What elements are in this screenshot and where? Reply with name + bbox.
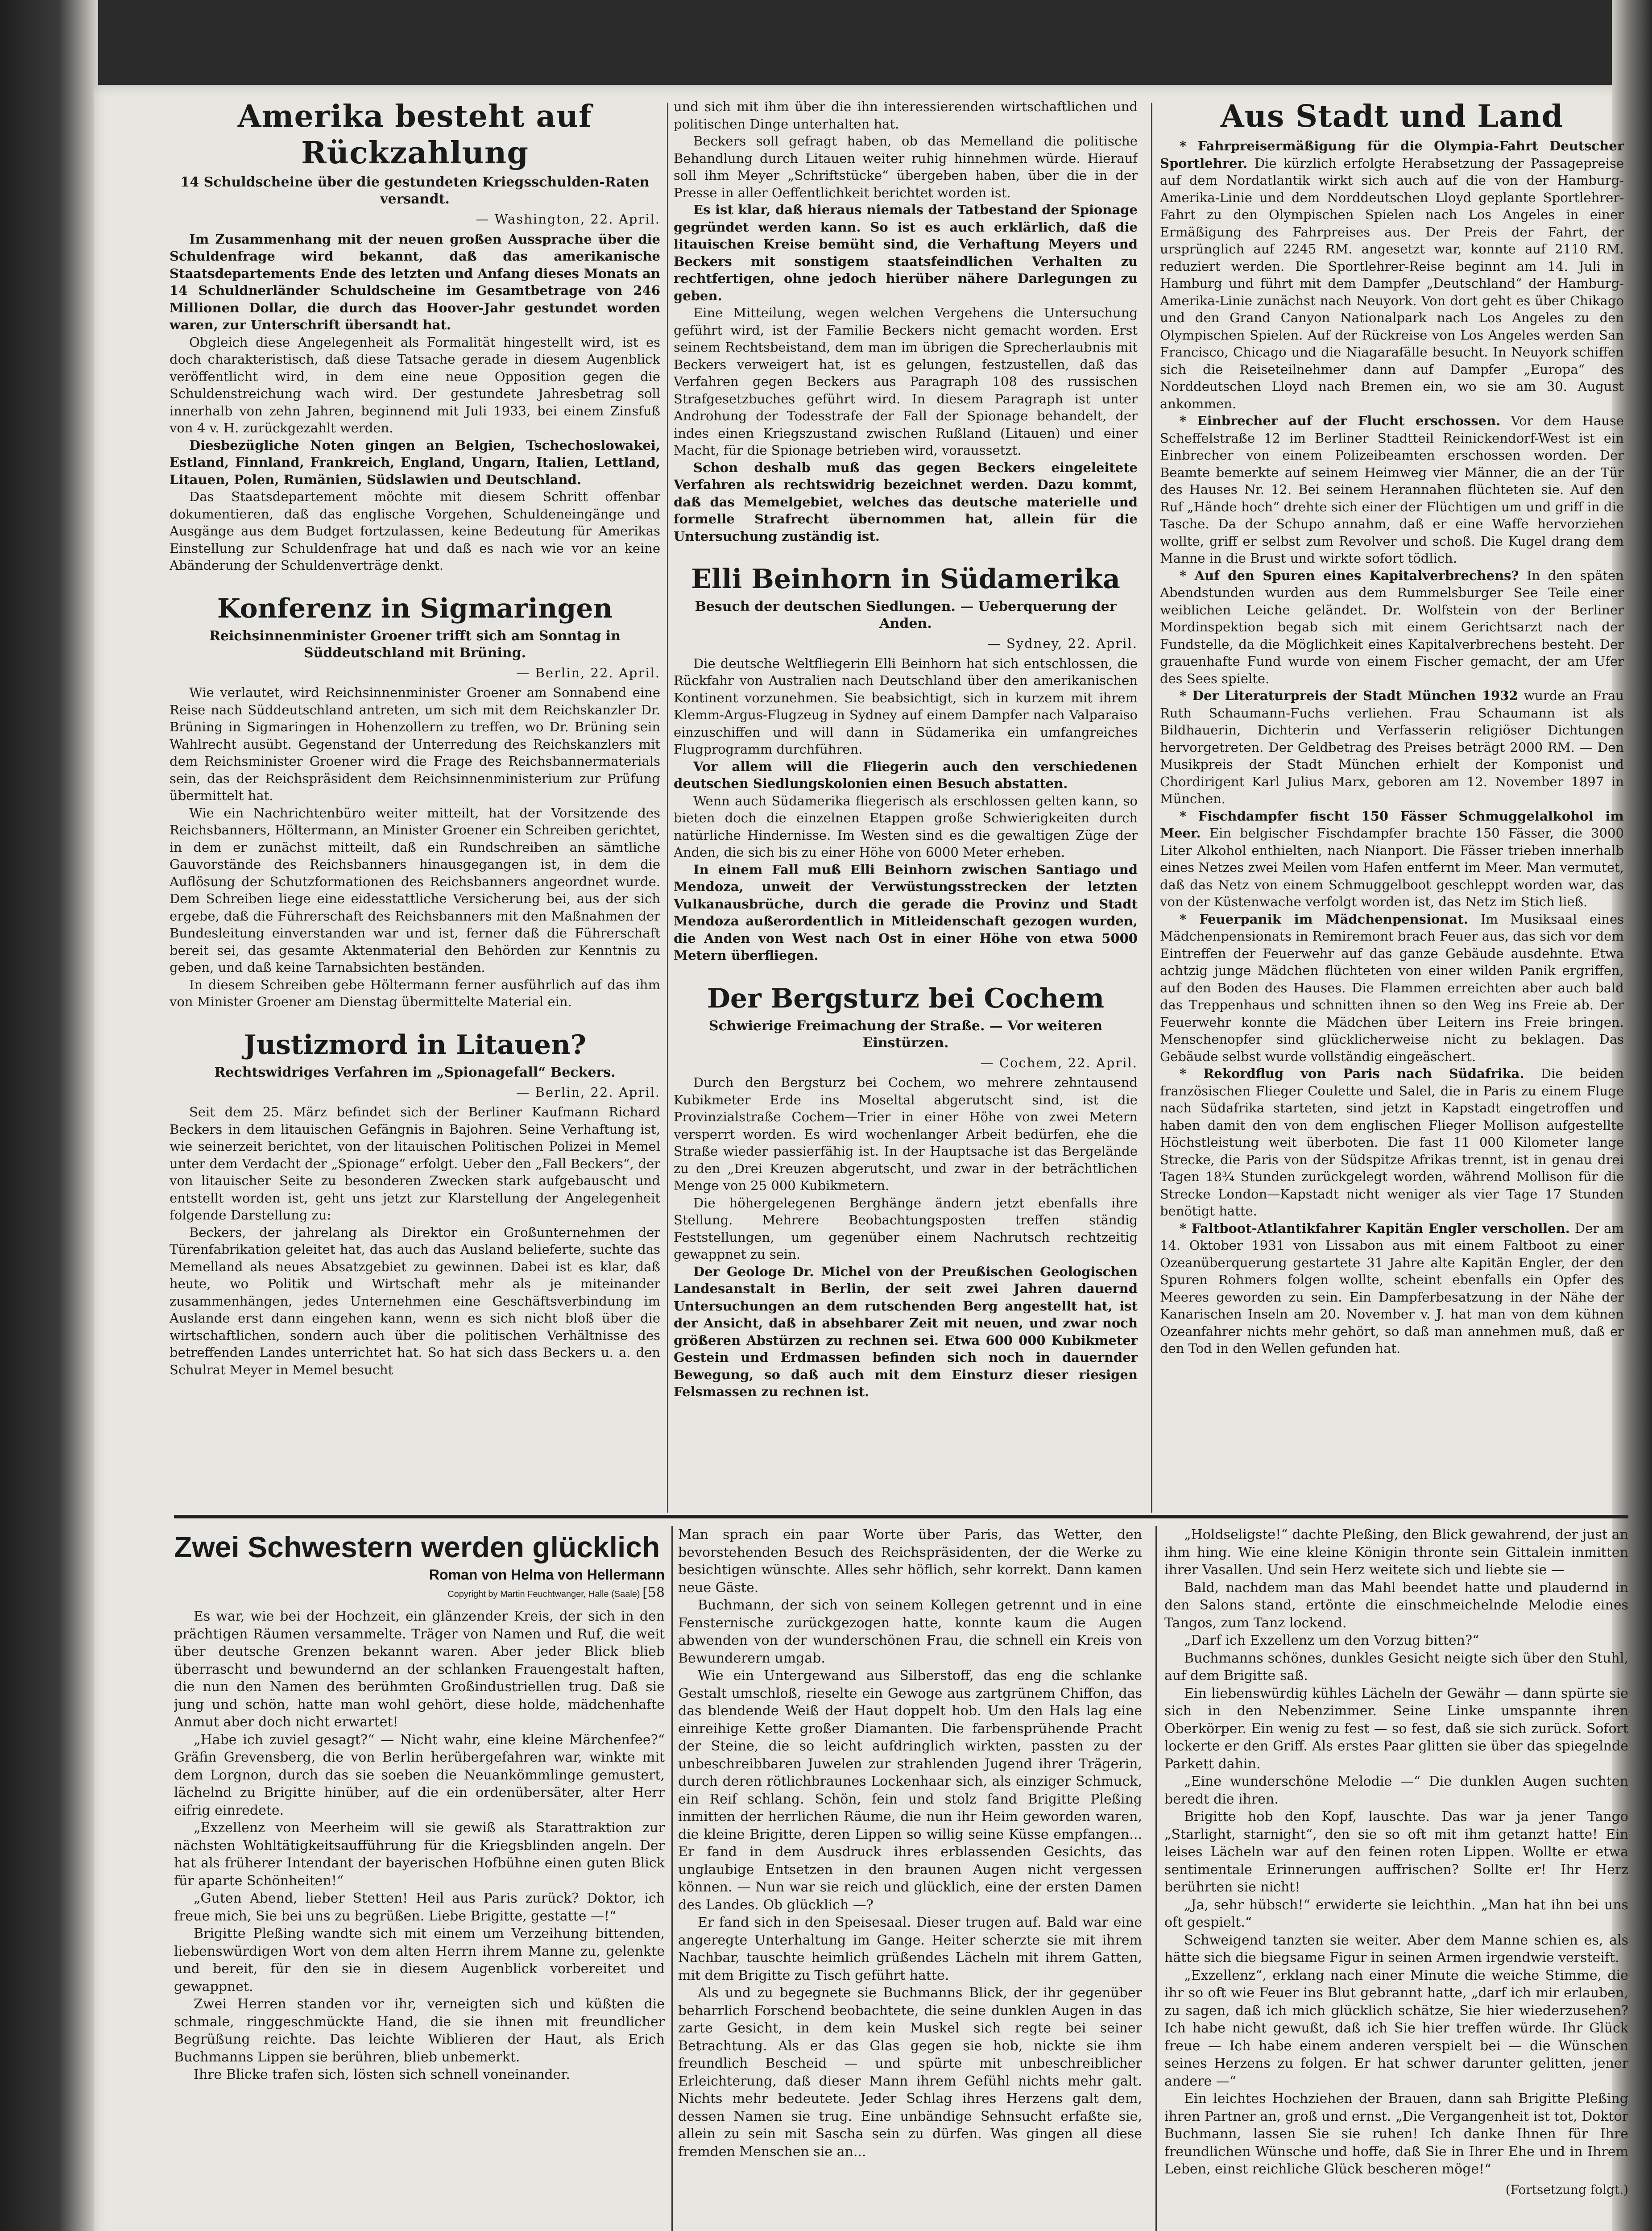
news-item	[1160, 567, 1624, 688]
novel-column-2	[678, 1526, 1142, 2231]
paragraph: Wie ein Untergewand aus Silberstoff, das eng die schlanke Gestalt umschloß, rieselte ein Gewoge aus zartgrünem Chiffon, das das blendende Weiß der Haut doppelt hob. Um den Hals lag eine einreihige Kette großer Diamanten. Die farbensprühende Pracht der Steine, die so leicht aufdringlich wirkten, passten zu der unbeschreibbaren Juwelen zur strahlenden Jugend ihrer Trägerin, durch deren rötlichbraunes Lockenhaar sich, als einziger Schmuck, ein Reif schlang. Schön, fein und stolz fand Brigitte Pleßing inmitten der herrlichen Räume, die nun ihr Heim geworden waren, die kleine Brigitte, deren Lippen so willig seine Küsse empfangen... Er fand in dem Ausdruck ihres erblassenden Gesichts, das unglaubige Entsetzen in den braunen Augen nicht vergessen können. — Nun war sie reich und glücklich, eine der ersten Damen des Landes. Ob glücklich —?	[678, 1668, 1142, 1913]
news-item	[1160, 911, 1624, 1066]
paragraph: Das Staatsdepartement möchte mit diesem Schritt offenbar dokumentieren, daß das englische Vorgehen, Schuldeneingänge und Ausgänge aus dem Budget fortzulassen, keine Bedeutung für Amerikas Einstellung zur Schuldenfrage hat und daß es nach wie vor an keine Abänderung der Schuldenverträge denkt.	[170, 489, 660, 573]
news-item-head: * Der Literaturpreis der Stadt München 1932	[1180, 688, 1518, 703]
news-item-text: In den späten Abendstunden wurden aus dem Rummelsburger See Teile einer weiblichen Leiche geländet. Dr. Wolfstein von der Berliner Mordinspektion begab sich mit einem Gerichtsarzt nach der Fundstelle, da die Möglichkeit eines Kapitalverbrechens besteht. Der grauenhafte Fund wurde von einem Fischer gemacht, der am Ufer des Sees spielte.	[1160, 568, 1624, 686]
column-rule	[667, 103, 668, 1513]
book-spine	[0, 0, 98, 2231]
news-item-head: * Fischdampfer fischt 150 Fässer Schmuggelalkohol im Meer.	[1160, 808, 1624, 841]
paragraph: „Guten Abend, lieber Stetten! Heil aus Paris zurück? Doktor, ich freue mich, Sie bei uns zu begrüßen. Liebe Brigitte, gestatte —!“	[174, 1891, 665, 1924]
subheadline: Reichsinnenminister Groener trifft sich am Sonntag in Süddeutschland mit Brüning.	[209, 628, 621, 661]
news-item-text: Ein belgischer Fischdampfer brachte 150 Fässer, die 3000 Liter Alkohol enthielten, nach Nianport. Die Fässer trieben innerhalb eines Netzes zwei Meilen vom Hafen entfernt im Meer. Man vermutet, daß das Netz von einem Schmuggelboot geschleppt worden war, das von der Küstenwache verfolgt worden ist, das Netz im Stich ließ.	[1160, 825, 1624, 909]
news-item	[1160, 687, 1624, 808]
paragraph: „Ja, sehr hübsch!“ erwiderte sie leichthin. „Man hat ihn bei uns oft gespielt.“	[1164, 1897, 1628, 1930]
column-rule	[1151, 103, 1152, 1513]
paragraph: In einem Fall muß Elli Beinhorn zwischen Santiago und Mendoza, unweit der Verwüstungsstrecken der letzten Vulkanausbrüche, durch die gerade die Provinz und Stadt Mendoza außerordentlich in Mitleidenschaft gezogen wurden, die Anden von West nach Ost in einer Höhe von etwa 5000 Metern überfliegen.	[674, 862, 1138, 963]
headline-stadt-land: Aus Stadt und Land	[1220, 99, 1564, 134]
paragraph: Es ist klar, daß hieraus niemals der Tatbestand der Spionage gegründet werden kann. So ist es auch erklärlich, daß die litauischen Kreise bemüht sind, die Verhaftung Meyers und Beckers mit sonstigem staatsfeindlichen Verhalten zu rechtfertigen, ohne jedoch hierüber nähere Darlegungen zu geben.	[674, 202, 1138, 303]
headline-bergsturz: Der Bergsturz bei Cochem	[707, 983, 1105, 1014]
novel-byline: Roman von Helma von Hellermann	[429, 1567, 665, 1583]
novel-title: Zwei Schwestern werden glücklich	[174, 1530, 660, 1563]
novel-column-1	[174, 1526, 665, 2231]
paragraph: Zwei Herren standen vor ihr, verneigten sich und küßten die schmale, ringgeschmückte Hand, die sie ihnen mit freundlicher Begrüßung reichte. Das leichte Wiblieren der Haut, als Erich Buchmanns Lippen sie berühren, blieb unbemerkt.	[174, 1996, 665, 2065]
subheadline: Besuch der deutschen Siedlungen. — Ueberquerung der Anden.	[695, 599, 1117, 631]
paragraph: Buchmann, der sich von seinem Kollegen getrennt und in eine Fensternische zurückgezogen hatte, konnte kaum die Augen abwenden von der wunderschönen Frau, die schnell ein Kreis von Bewunderern umgab.	[678, 1597, 1142, 1666]
column-rule	[671, 1526, 673, 2231]
novel-copyright	[174, 1584, 665, 1604]
news-item-text: Der am 14. Oktober 1931 von Lissabon aus mit einem Faltboot zu einer Ozeanüberquerung gestartete 31 Jahre alte Kapitän Engler, der den Spuren Rohmers folgen wollte, scheint ebenfalls ein Opfer des Meeres geworden zu sein. Ein Dampferbesatzung in der Nähe der Kanarischen Inseln am 20. November v. J. hat man von dem kühnen Ozeanfahrer nichts mehr gehört, so daß man annehmen muß, daß er den Tod in den Wellen gefunden hat.	[1160, 1220, 1624, 1356]
paragraph: „Eine wunderschöne Melodie —“ Die dunklen Augen suchten beredt die ihren.	[1164, 1774, 1628, 1807]
subheadline: Rechtswidriges Verfahren im „Spionagefall“ Beckers.	[214, 1064, 616, 1080]
paragraph: Die deutsche Weltfliegerin Elli Beinhorn hat sich entschlossen, die Rückfahr von Australien nach Deutschland über den amerikanischen Kontinent vorzunehmen. Sie beabsichtigt, sich in kurzem mit ihrem Klemm-Argus-Flugzeug in Sydney auf einem Dampfer nach Valparaiso einzuschiffen und will dann in Südamerika ein umfangreiches Flugprogramm durchführen.	[674, 655, 1138, 757]
paragraph: Im Zusammenhang mit der neuen großen Aussprache über die Schuldenfrage wird bekannt, daß das amerikanische Staatsdepartements Ende des letzten und Anfang dieses Monats an 14 Schuldnerländer Schuldscheine im Gesamtbetrage von 246 Millionen Dollar, die durch das Hoover-Jahr gestundet worden waren, zur Unterschrift übersandt hat.	[170, 231, 660, 332]
news-item-head: * Einbrecher auf der Flucht erschossen.	[1180, 413, 1501, 428]
paragraph: Diesbezügliche Noten gingen an Belgien, Tschechoslowakei, Estland, Finnland, Frankreich, England, Ungarn, Italien, Lettland, Litauen, Polen, Rumänien, Südslawien und Deutschland.	[170, 437, 660, 487]
paragraph: Bald, nachdem man das Mahl beendet hatte und plaudernd in den Salons stand, ertönte die einschmeichelnde Melodie eines Tangos, zum Tanz lockend.	[1164, 1580, 1628, 1631]
paragraph: Beckers soll gefragt haben, ob das Memelland die politische Behandlung durch Litauen weiter ruhig hinnehmen würde. Hierauf soll ihm Meyer „Schriftstücke“ übergeben haben, über die in der Presse in aller Oeffentlichkeit berichtet worden ist.	[674, 133, 1138, 200]
paragraph: „Holdseligste!“ dachte Pleßing, den Blick gewahrend, der just an ihm hing. Wie eine kleine Königin thronte sein Gittalein inmitten ihrer Vasallen. Und sein Herz weitete sich und liebte sie —	[1164, 1527, 1628, 1578]
paragraph: Wie ein Nachrichtenbüro weiter mitteilt, hat der Vorsitzende des Reichsbanners, Höltermann, an Minister Groener ein Schreiben gerichtet, in dem er zunächst mitteilt, daß ein Rundschreiben an sämtliche Gauvorstände des Reichsbanners hinausgegangen ist, in dem die Auflösung der Schutzformationen des Reichsbanners angeordnet wurde. Dem Schreiben liege eine eidesstattliche Versicherung bei, aus der sich ergebe, daß die Führerschaft des Reichsbanners mit den Maßnahmen der Bundesleitung einverstanden war und ist, ferner daß die Führerschaft bereit sei, das gesamte Aktenmaterial den Behörden zur Kenntnis zu geben, und daß keine Tarnabsichten beständen.	[170, 805, 660, 975]
news-item-head: * Feuerpanik im Mädchenpensionat.	[1180, 911, 1468, 927]
paragraph: Er fand sich in den Speisesaal. Dieser trugen auf. Bald war eine angeregte Unterhaltung im Gange. Heiter scherzte sie mit ihrem Nachbar, tauschte heimlich grüßendes Lächeln mit ihrem Gatten, mit dem Brigitte zu Tisch geführt hatte.	[678, 1915, 1142, 1983]
dateline: — Washington, 22. April.	[476, 211, 660, 227]
paragraph: Ihre Blicke trafen sich, lösten sich schnell voneinander.	[194, 2067, 570, 2082]
paragraph: Wenn auch Südamerika fliegerisch als erschlossen gelten kann, so bieten doch die einzelnen Etappen große Schwierigkeiten durch natürliche Hindernisse. Im Westen sind es die gewaltigen Züge der Anden, die sich bis zu einer Höhe von 6000 Meter erheben.	[674, 793, 1138, 860]
headline-beinhorn: Elli Beinhorn in Südamerika	[691, 564, 1120, 595]
paragraph: „Exzellenz“, erklang nach einer Minute die weiche Stimme, die ihr so oft wie Feuer ins Blut gebrannt hatte, „darf ich mir erlauben, zu sagen, daß ich mich glücklich schätze, Sie hier wiederzusehen? Ich habe nicht gewußt, daß ich Sie hier treffen würde. Ihr Glück freue — Ich habe einem anderen verspielt bei — die Wünschen seines Herzens zu folgen. Er hat schwer darunter gelitten, jener andere —“	[1164, 1967, 1628, 2089]
paragraph: Es war, wie bei der Hochzeit, ein glänzender Kreis, der sich in den prächtigen Räumen versammelte. Träger von Namen und Ruf, die weit über deutsche Grenzen bekannt waren. Aber jeder Blick blieb überrascht und bewundernd an der schlanken Frauengestalt haften, die nun den Namen des berühmten Großindustriellen trug. Daß sie jung und schön, hatte man wohl gehört, diese holde, mädchenhafte Anmut aber doch nicht erwartet!	[174, 1609, 665, 1730]
paragraph: Als und zu begegnete sie Buchmanns Blick, der ihr gegenüber beharrlich Forschend beobachtete, die seine dunklen Augen in das zarte Gesicht, in dem kein Muskel sich regte bei seiner Betrachtung. Als er das Glas gegen sie hob, nickte sie ihm freundlich Bescheid — und spürte mit unbeschreiblicher Erleichterung, daß dieser Mann ihrem Gefühl nichts mehr galt. Nichts mehr bedeutete. Jeder Schlag ihres Herzens galt dem, dessen Namen sie trug. Eine unbändige Sehnsucht erfaßte sie, allein zu sein mit Sascha sein zu dürfen. Was gingen all diese fremden Menschen sie an...	[678, 1985, 1142, 2160]
paragraph: Obgleich diese Angelegenheit als Formalität hingestellt wird, ist es doch charakteristisch, daß diese Tatsache gerade in diesem Augenblick veröffentlicht wird, in dem eine neue Opposition gegen die Schuldenstreichung wach wird. Der gestundete Jahresbetrag soll innerhalb von zehn Jahren, beginnend mit Juli 1933, bei einem Zinsfuß von 4 v. H. zurückgezahlt werden.	[170, 334, 660, 435]
paragraph: Der Geologe Dr. Michel von der Preußischen Geologischen Landesanstalt in Berlin, der seit zwei Jahren dauernd Untersuchungen an dem rutschenden Berg angestellt hat, ist der Ansicht, daß in absehbarer Zeit mit neuen, und zwar noch größeren Abstürzen zu rechnen sei. Etwa 600 000 Kubikmeter Gestein und Erdmassen befinden sich noch in dauernder Bewegung, so daß auch mit dem Einsturz dieser riesigen Felsmassen zu rechnen ist.	[674, 1264, 1138, 1399]
paragraph: und sich mit ihm über die ihn interessierenden wirtschaftlichen und politischen Dinge unterhalten hat.	[674, 99, 1138, 132]
subheadline: 14 Schuldscheine über die gestundeten Kriegsschulden-Raten versandt.	[180, 174, 650, 207]
paragraph: „Exzellenz von Meerheim will sie gewiß als Starattraktion zur nächsten Wohltätigkeitsaufführung für die Kriegsblinden angeln. Der hat als früherer Intendant der bayerischen Hofbühne einen guten Blick für aparte Schönheiten!“	[174, 1820, 665, 1889]
headline-amerika: Amerika besteht auf Rückzahlung	[237, 99, 592, 171]
news-item-text: Die kürzlich erfolgte Herabsetzung der Passagepreise auf dem Nordatlantik wirkt sich auch auf die von der Hamburg-Amerika-Linie und dem Norddeutschen Lloyd geplante Sportlehrer-Fahrt zu den Olympischen Spielen nach Los Angeles in einer Ermäßigung des Fahrpreises aus. Der Preis der Fahrt, der ursprünglich auf 2245 RM. angesetzt war, konnte auf 2110 RM. reduziert werden. Die Sportlehrer-Reise beginnt am 14. Juli in Hamburg und führt mit dem Dampfer „Deutschland“ der Hamburg-Amerika-Linie zunächst nach Neuyork. Von dort geht es über Chikago und den Grand Canyon Nationalpark nach Los Angeles zu den Olympischen Spielen. Auf der Rückreise von Los Angeles werden San Francisco, Chicago und die Niagarafälle besucht. In Neuyork schiffen sich die Reiseteilnehmer dann auf Dampfer „Europa“ des Norddeutschen Lloyd nach Bremen ein, wo sie am 30. August ankommen.	[1160, 155, 1624, 411]
copyright-text: Copyright by Martin Feuchtwanger, Halle (Saale)	[447, 1589, 640, 1599]
news-item	[1160, 1220, 1624, 1357]
paragraph: Seit dem 25. März befindet sich der Berliner Kaufmann Richard Beckers in dem litauischen Gefängnis in Bajohren. Seine Verhaftung ist, wie seinerzeit berichtet, von der litauischen Politischen Polizei in Memel unter dem Verdacht der „Spionage“ erfolgt. Ueber den „Fall Beckers“, der von litauischer Seite zu besonderen Zwecken stark aufgebauscht und entstellt worden ist, geht uns jetzt zur Klarstellung der Angelegenheit folgende Darstellung zu:	[170, 1104, 660, 1223]
paragraph: Brigitte Pleßing wandte sich mit einem um Verzeihung bittenden, liebenswürdigen Wort von dem alten Herrn ihrem Manne zu, gelenkte und bereit, für den sie in diesem Augenblick vorbereitet und gewappnet.	[174, 1926, 665, 1995]
paragraph: Die höhergelegenen Berghänge ändern jetzt ebenfalls ihre Stellung. Mehrere Beobachtungsposten treffen ständig Feststellungen, um gegenüber einem Nachrutsch rechtzeitig gewappnet zu sein.	[674, 1195, 1138, 1262]
column-rule	[1155, 1526, 1157, 2231]
news-item-text: Im Musiksaal eines Mädchenpensionats in Remiremont brach Feuer aus, das sich vor dem Eintreffen der Feuerwehr auf das ganze Gebäude ausdehnte. Etwa achtzig junge Mädchen flüchteten von einer wilden Panik ergriffen, auf den Boden des Hauses. Die Flammen erreichten aber auch bald das Treppenhaus und schnitten ihnen so den Weg ins Freie ab. Der Feuerwehr konnte die Mädchen über Leitern ins Freie bringen. Menschenopfer sind glücklicherweise nicht zu beklagen. Das Gebäude selbst wurde vollständig eingeäschert.	[1160, 911, 1624, 1064]
column-3	[1160, 98, 1624, 1490]
headline-sigmaringen: Konferenz in Sigmaringen	[217, 593, 613, 624]
news-item	[1160, 1065, 1624, 1220]
news-item-text: Vor dem Hause Scheffelstraße 12 im Berliner Stadtteil Reinickendorf-West ist ein Einbrecher von einem Polizeibeamten erschossen worden. Der Beamte bemerkte auf seinem Heimweg vier Männer, die an der Tür des Hauses Nr. 12. Bei seinem Herannahen flüchteten sie. Auf den Ruf „Hände hoch“ drehte sich einer der Flüchtigen um und griff in die Tasche. Da der Schupo annahm, daß er eine Waffe hervorziehen wollte, griff er selbst zum Revolver und schoß. Die Kugel drang dem Manne in die Brust und wirkte sofort tödlich.	[1160, 413, 1624, 566]
paragraph: Buchmanns schönes, dunkles Gesicht neigte sich über den Stuhl, auf dem Brigitte saß.	[1164, 1650, 1628, 1684]
paragraph: In diesem Schreiben gebe Höltermann ferner ausführlich auf das ihm von Minister Groener am Dienstag übermittelte Material ein.	[170, 977, 660, 1009]
paragraph: Eine Mitteilung, wegen welchen Vergehens die Untersuchung geführt wird, ist der Familie Beckers nicht gemacht worden. Erst seinem Rechtsbeistand, dem man im übrigen die Sprecherlaubnis mit Beckers verweigert hat, ist es gelungen, festzustellen, daß das Verfahren gegen Beckers aus Paragraph 108 des russischen Strafgesetzbuches geführt wird. In diesem Paragraph ist unter Androhung der Todesstrafe der Fall der Spionage behandelt, der indes einen Kriegszustand zwischen Rußland (Litauen) und einer Macht, für die Spionage betrieben wird, voraussetzt.	[674, 305, 1138, 458]
news-item	[1160, 808, 1624, 911]
continued-note: (Fortsetzung folgt.)	[1505, 2182, 1628, 2197]
news-item	[1160, 137, 1624, 412]
installment-number: [58	[642, 1584, 665, 1601]
paragraph: „Darf ich Exzellenz um den Vorzug bitten?“	[1184, 1633, 1479, 1648]
news-item-text: Die beiden französischen Flieger Coulette und Salel, die in Paris zu einem Fluge nach Südafrika starteten, sind jetzt in Kapstadt eingetroffen und haben damit den von dem englischen Flieger Mollison aufgestellte Höchstleistung weit überboten. Die fast 11 000 Kilometer lange Strecke, die Paris von der Südspitze Afrikas trennt, ist in genau drei Tagen 18¾ Stunden zurückgelegt worden, während Mollison für die Strecke London—Kapstadt nicht weniger als vier Tage 17 Stunden benötigt hatte.	[1160, 1066, 1624, 1219]
paragraph: Wie verlautet, wird Reichsinnenminister Groener am Sonnabend eine Reise nach Süddeutschland antreten, um sich mit dem Reichskanzler Dr. Brüning in Sigmaringen in Hohenzollern zu treffen, wo Dr. Brüning sein Wahlrecht ausübt. Gegenstand der Unterredung des Reichskanzlers mit dem Reichsminister Groener wird die Frage des Reichsbannermaterials sein, das der Reichspräsident dem Reichsinnenministerium zur Prüfung übermittelt hat.	[170, 685, 660, 803]
dateline: — Cochem, 22. April.	[980, 1055, 1138, 1070]
dateline: — Berlin, 22. April.	[516, 1084, 660, 1100]
news-item-head: * Auf den Spuren eines Kapitalverbrechens?	[1180, 568, 1519, 583]
paragraph: „Habe ich zuviel gesagt?“ — Nicht wahr, eine kleine Märchenfee?“ Gräfin Grevensberg, die von Berlin herübergefahren war, winkte mit dem Lorgnon, durch das sie soeben die Neuankömmlinge gemustert, lächelnd zu Brigitte hinüber, auf die ein ordenübersäter, alter Herr eifrig einredete.	[174, 1732, 665, 1818]
news-item-text: wurde an Frau Ruth Schaumann-Fuchs verliehen. Frau Schaumann ist als Bildhauerin, Dichterin und Verfasserin religiöser Dichtungen hervorgetreten. Der Geldbetrag des Preises beträgt 2000 RM. — Den Musikpreis der Stadt München erhielt der Komponist und Chordirigent Karl Julius Marx, geboren am 12. November 1897 in München.	[1160, 688, 1624, 806]
paragraph: Ein liebenswürdig kühles Lächeln der Gewähr — dann spürte sie sich in den Nebenzimmer. Seine Linke umspannte ihren Oberkörper. Ein wenig zu fest — so fest, daß sie sich zurück. Sofort lockerte er den Griff. Als erstes Paar glitten sie über das spiegelnde Parkett dahin.	[1164, 1685, 1628, 1772]
column-1	[170, 98, 660, 1490]
news-item-head: * Faltboot-Atlantikfahrer Kapitän Engler verschollen.	[1180, 1220, 1570, 1236]
news-item	[1160, 412, 1624, 567]
headline-justizmord: Justizmord in Litauen?	[244, 1029, 586, 1061]
paragraph: Durch den Bergsturz bei Cochem, wo mehrere zehntausend Kubikmeter Erde ins Moseltal abgerutscht sind, ist die Provinzialstraße Cochem—Trier in einer Höhe von zwei Metern versperrt worden. Es wird wochenlanger Arbeit bedürfen, ehe die Straße wieder passierfähig ist. In der Hauptsache ist das Bergelände zu den „Drei Kreuzen abgerutscht, und zwar in der beträchtlichen Menge von 25 000 Kubikmetern.	[674, 1075, 1138, 1193]
paragraph: Brigitte hob den Kopf, lauschte. Das war ja jener Tango „Starlight, starnight“, den sie so oft mit ihm getanzt hatte! Ein leises Lächeln war auf den feinen roten Lippen. Wollte er etwa sentimentale Erinnerungen auffrischen? Sollte er! Ihr Herz berührten sie nicht!	[1164, 1809, 1628, 1895]
subheadline: Schwierige Freimachung der Straße. — Vor weiteren Einstürzen.	[708, 1018, 1103, 1051]
novel-column-3	[1164, 1526, 1628, 2231]
column-2	[674, 98, 1138, 1490]
section-divider	[174, 1515, 1628, 1518]
paragraph: Ein leichtes Hochziehen der Brauen, dann sah Brigitte Pleßing ihren Partner an, groß und ernst. „Die Vergangenheit ist tot, Doktor Buchmann, lassen Sie sie ruhen! Ich danke Ihnen für Ihre freundlichen Wünsche und hoffe, daß Sie in Ihrer Ehe und in Ihrem Leben, einst reichliche Glück bescheren möge!“	[1164, 2091, 1628, 2177]
dateline: — Berlin, 22. April.	[516, 665, 660, 680]
paragraph: Beckers, der jahrelang als Direktor ein Großunternehmen der Türenfabrikation geleitet hat, das auch das Ausland belieferte, suchte das Memelland als neues Absatzgebiet zu gewinnen. Dabei ist es klar, daß heute, wo Politik und Wirtschaft mehr als je miteinander zusammenhängen, jedes Unternehmen eine Geschäftsverbindung im Auslande erst dann eingehen kann, wenn es sich nicht bloß über die wirtschaftlichen, sondern auch über die politischen Verhältnisse des betreffenden Landes unterrichtet hat. So hat sich dass Beckers u. a. den Schulrat Meyer in Memel besucht	[170, 1224, 660, 1377]
dateline: — Sydney, 22. April.	[987, 636, 1138, 651]
paragraph: Vor allem will die Fliegerin auch den verschiedenen deutschen Siedlungskolonien einen Besuch abstatten.	[674, 759, 1138, 791]
paragraph: Schon deshalb muß das gegen Beckers eingeleitete Verfahren als rechtswidrig bezeichnet werden. Dazu kommt, daß das Memelgebiet, welches das deutsche materielle und formelle Strafrecht übernommen hat, allein für die Untersuchung zuständig ist.	[674, 460, 1138, 544]
paragraph: Man sprach ein paar Worte über Paris, das Wetter, den bevorstehenden Besuch des Reichspräsidenten, der die Werke zu besichtigen wünschte. Alles sehr höflich, sehr korrekt. Dann kamen neue Gäste.	[678, 1527, 1142, 1596]
news-item-head: * Rekordflug von Paris nach Südafrika.	[1180, 1066, 1524, 1081]
news-item-head: * Fahrpreisermäßigung für die Olympia-Fahrt Deutscher Sportlehrer.	[1160, 138, 1624, 171]
paragraph: Schweigend tanzten sie weiter. Aber dem Manne schien es, als hätte sich die biegsame Figur in seinen Armen irgendwie versteift.	[1164, 1932, 1628, 1966]
